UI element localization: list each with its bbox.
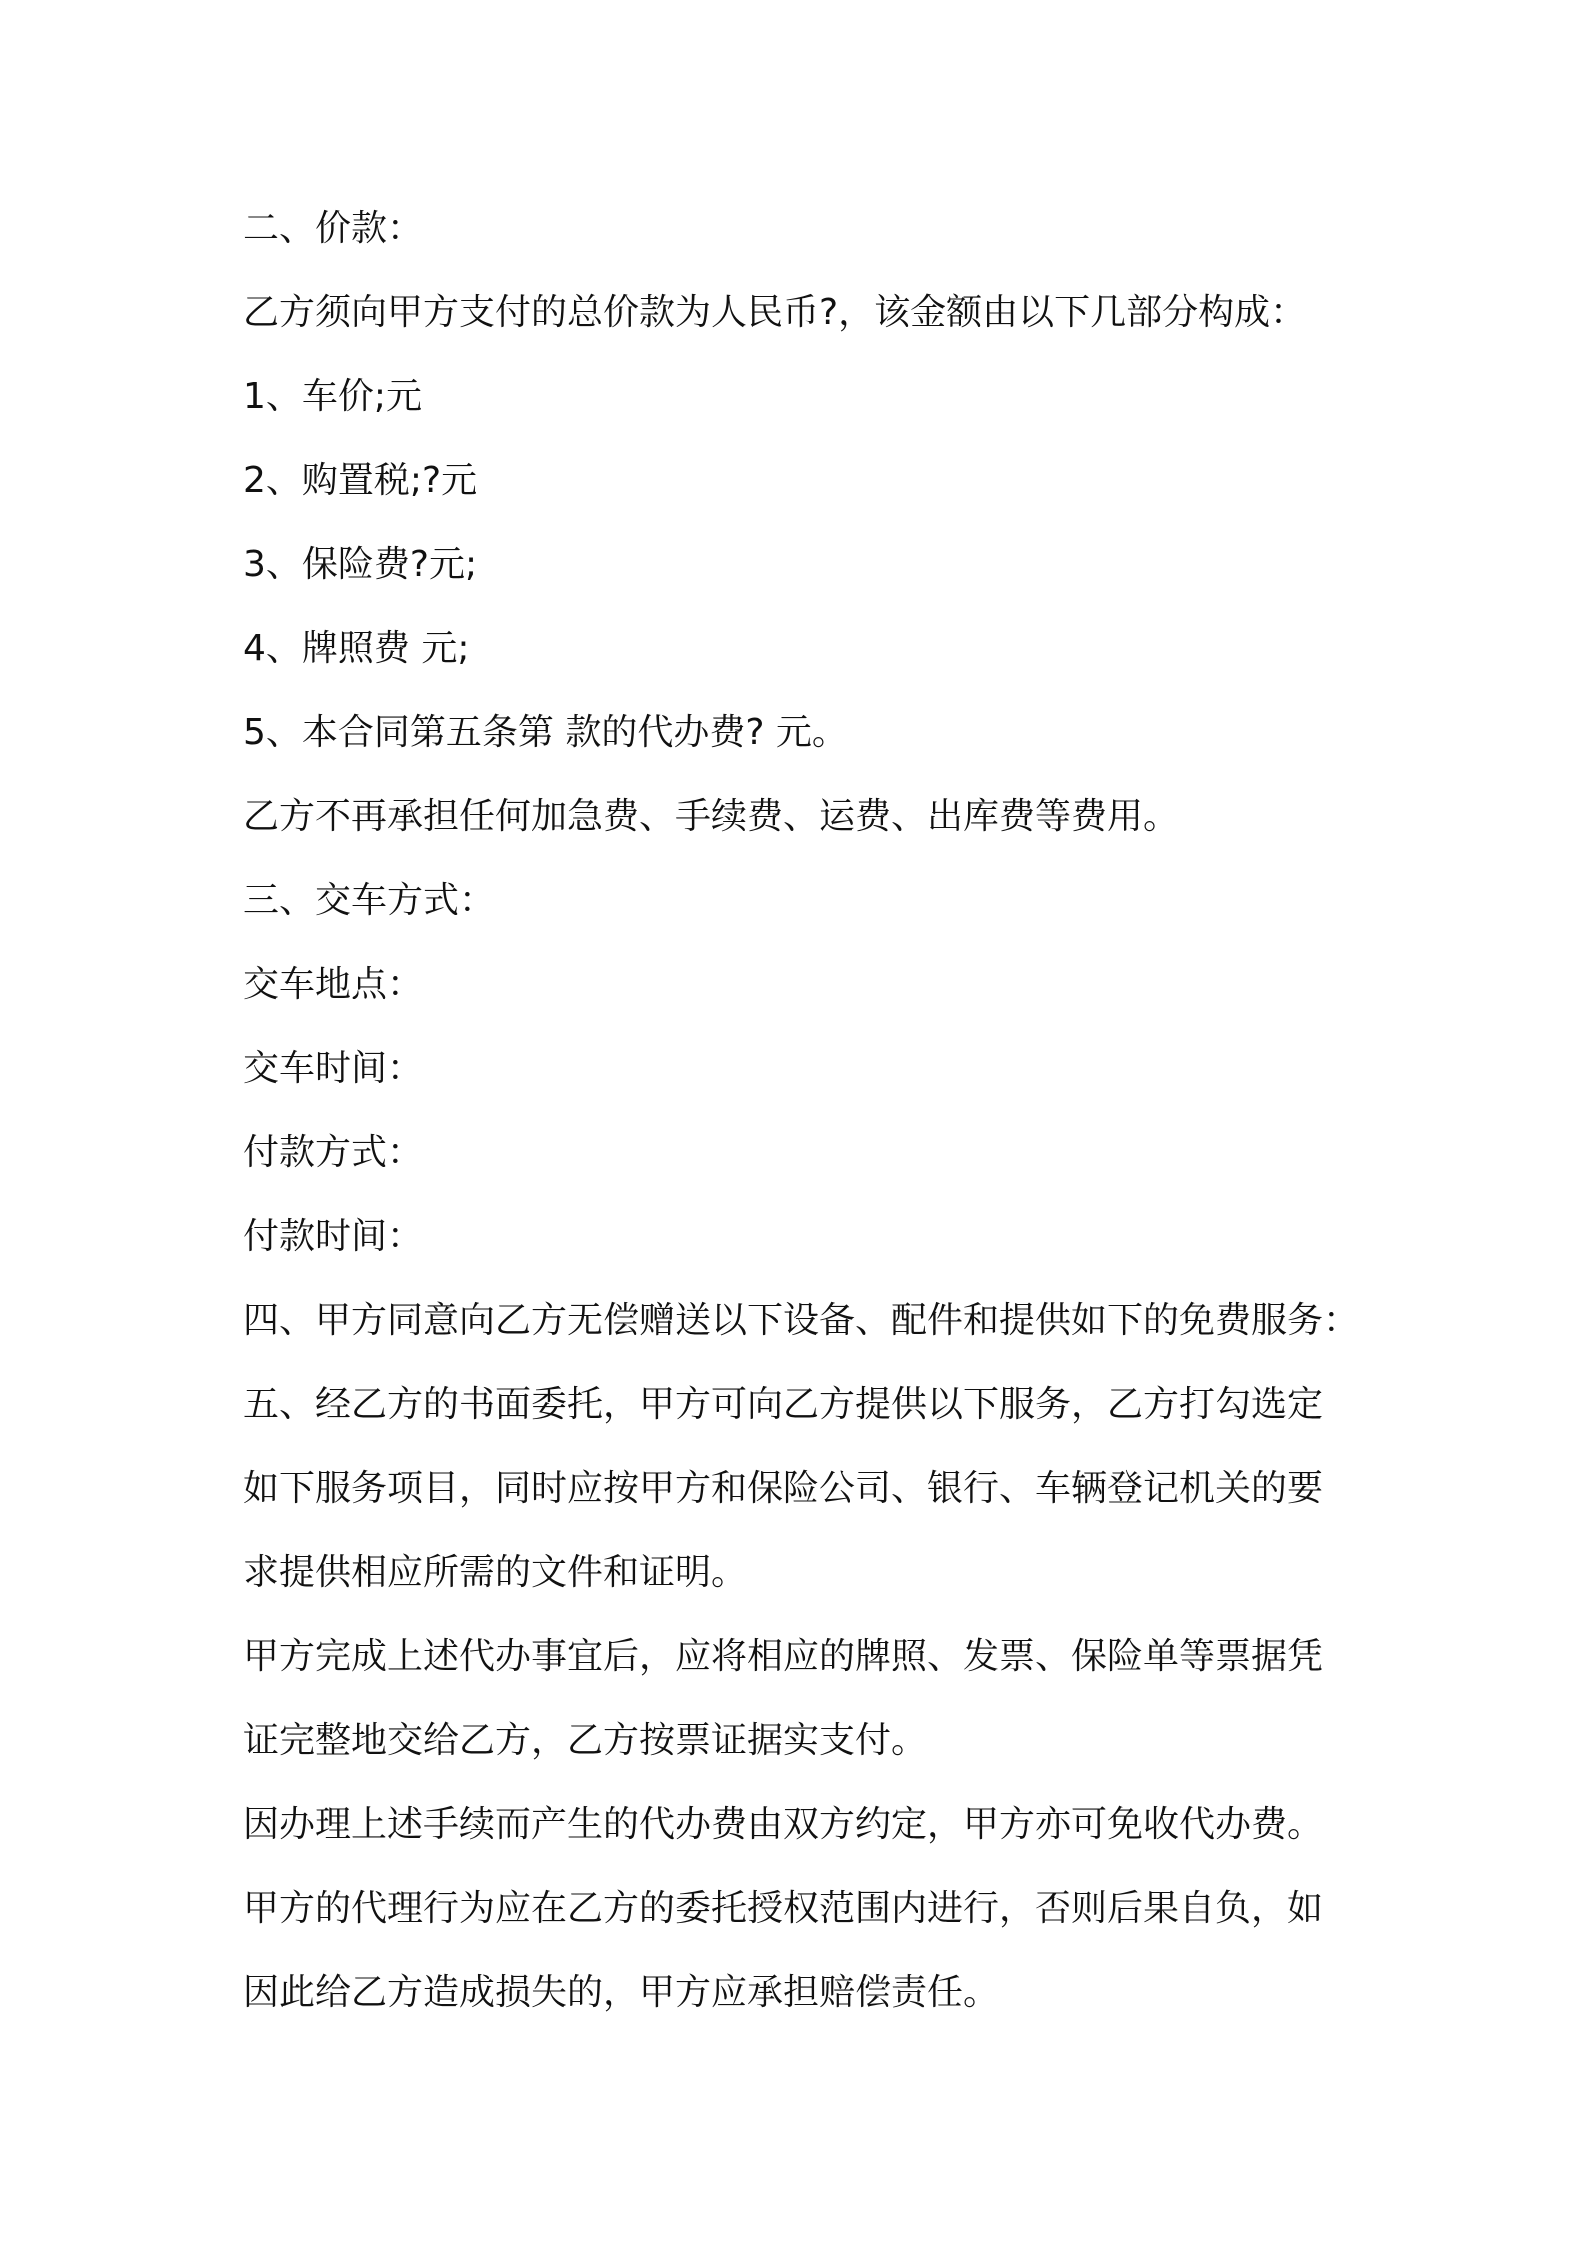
agency-fee-line: 因办理上述手续而产生的代办费由双方约定，甲方亦可免收代办费。 bbox=[243, 1804, 1324, 1845]
price-item-purchase-tax: 2、购置税;?元 bbox=[243, 460, 478, 501]
section-heading-price: 二、价款： bbox=[243, 208, 424, 249]
liability-line-1: 甲方的代理行为应在乙方的委托授权范围内进行，否则后果自负，如 bbox=[243, 1888, 1324, 1929]
price-intro-line: 乙方须向甲方支付的总价款为人民币?，该金额由以下几部分构成： bbox=[243, 292, 1307, 333]
completion-line-2: 证完整地交给乙方，乙方按票证据实支付。 bbox=[243, 1720, 928, 1761]
price-item-car: 1、车价;元 bbox=[243, 376, 423, 417]
price-item-agency-fee: 5、本合同第五条第 款的代办费? 元。 bbox=[243, 712, 848, 753]
price-item-insurance: 3、保险费?元; bbox=[243, 544, 478, 585]
section-five-line-3: 求提供相应所需的文件和证明。 bbox=[243, 1552, 748, 1593]
payment-method-line: 付款方式： bbox=[243, 1132, 424, 1173]
completion-line-1: 甲方完成上述代办事宜后，应将相应的牌照、发票、保险单等票据凭 bbox=[243, 1636, 1324, 1677]
section-four-line: 四、甲方同意向乙方无偿赠送以下设备、配件和提供如下的免费服务： bbox=[243, 1300, 1360, 1341]
delivery-place-line: 交车地点： bbox=[243, 964, 424, 1005]
section-five-line-2: 如下服务项目，同时应按甲方和保险公司、银行、车辆登记机关的要 bbox=[243, 1468, 1324, 1509]
no-extra-fee-line: 乙方不再承担任何加急费、手续费、运费、出库费等费用。 bbox=[243, 796, 1180, 837]
price-item-license: 4、牌照费 元; bbox=[243, 628, 470, 669]
payment-time-line: 付款时间： bbox=[243, 1216, 424, 1257]
section-five-line-1: 五、经乙方的书面委托，甲方可向乙方提供以下服务，乙方打勾选定 bbox=[243, 1384, 1324, 1425]
liability-line-2: 因此给乙方造成损失的，甲方应承担赔偿责任。 bbox=[243, 1972, 1000, 2013]
delivery-time-line: 交车时间： bbox=[243, 1048, 424, 1089]
section-heading-delivery: 三、交车方式： bbox=[243, 880, 496, 921]
